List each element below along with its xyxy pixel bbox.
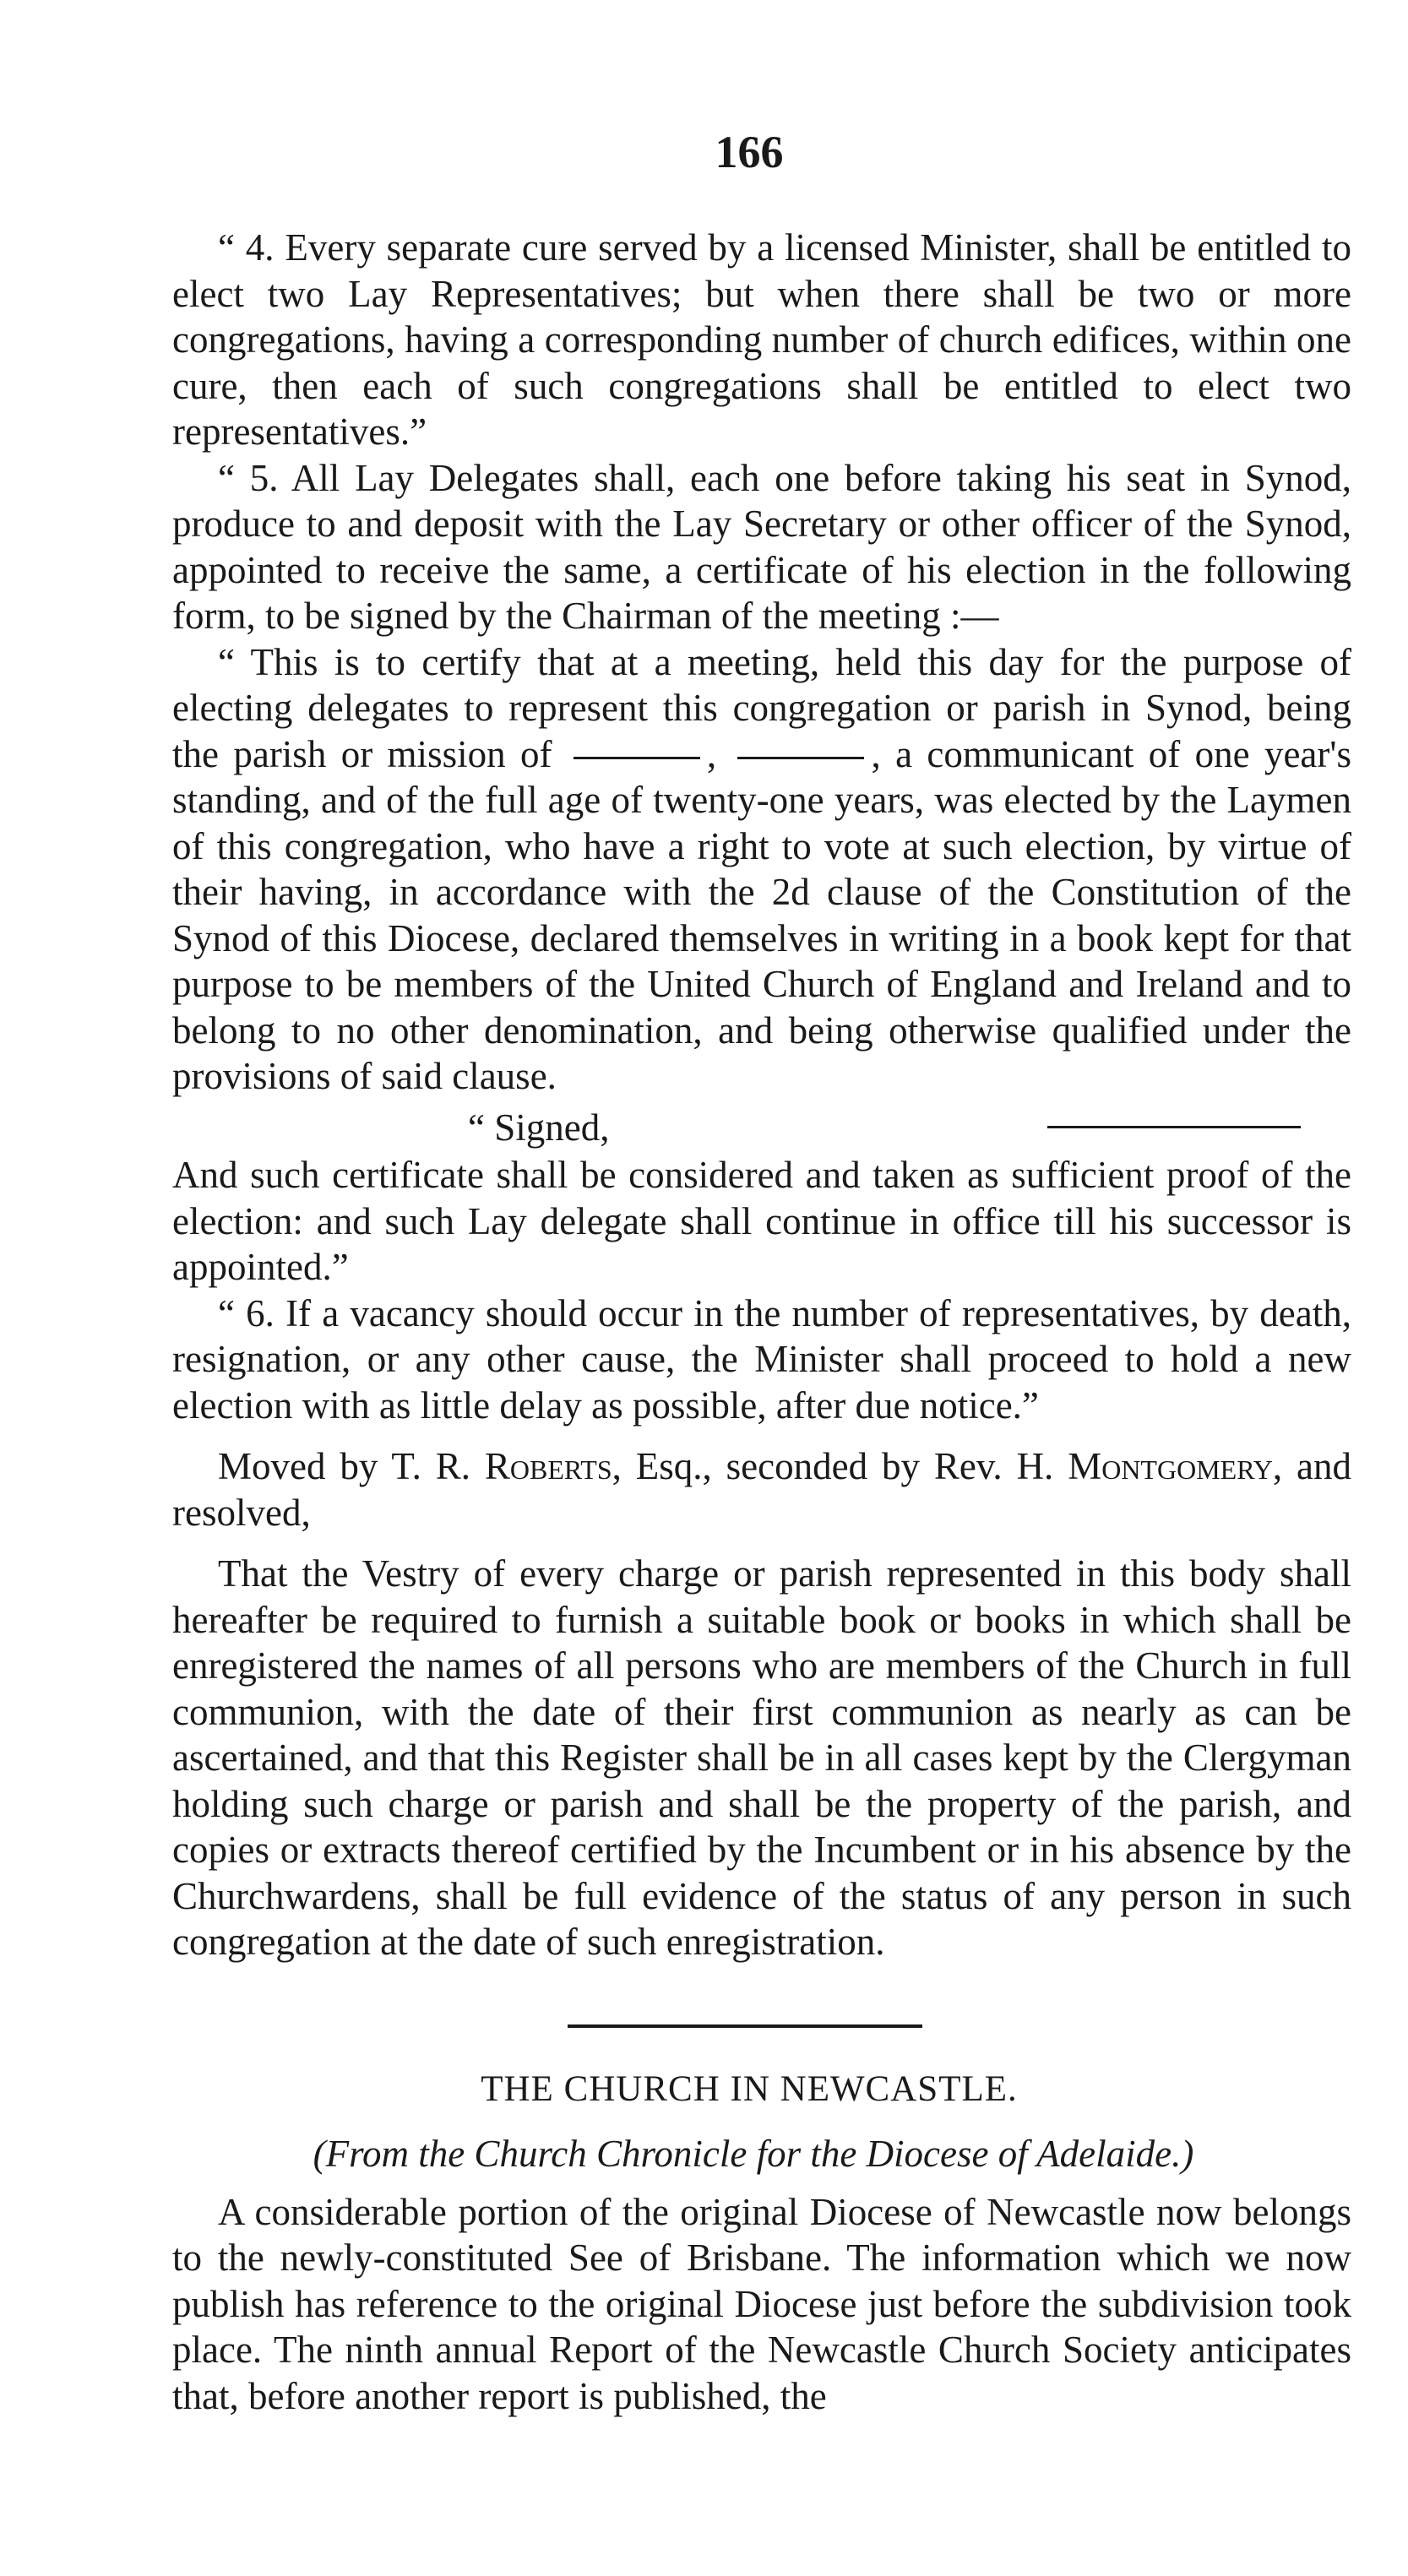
certificate-text-start: “ This is to certify that at a meeting, held this day for the purpose of electing delegates to represent this congregation or parish in Synod, being the parish or mission of [172,640,1351,775]
blank-line-2 [737,757,864,759]
signed-label: “ Signed, [468,1106,610,1149]
motion-middle: , Esq., seconded by Rev. H. [612,1445,1068,1487]
page [172,127,1351,2419]
signature-row [172,1105,1351,1151]
clause-5-paragraph: “ 5. All Lay Delegates shall, each one before taking his seat in Synod, produce to and deposit with the Lay Secretary or other officer of the Synod, appointed to receive the same, a certificate of his election in the following form, to be signed by the Chairman of the meeting :— [172,456,1351,637]
page-number: 166 [715,127,784,177]
blank-line-1 [574,757,700,759]
resolution-paragraph: That the Vestry of every charge or parish represented in this body shall hereafter be required to furnish a suitable book or books in which shall be enregistered the names of all persons who are members of the Church in full communion, with the date of their first communion as nearly as can be ascertained, and that this Register shall be in all cases kept by the Clergyman holding such charge or parish and shall be the property of the parish, and copies or extracts thereof certified by the Incumbent or in his absence by the Churchwardens, shall be full evidence of the status of any person in such congregation at the date of such enregistration. [172,1552,1351,1963]
certificate-paragraph: “ This is to certify that at a meeting, held this day for the purpose of electing delegates to represent this congregation or parish in Synod, being the parish or mission of , , a communicant of one year's standing, and of the full age of twenty-one years, was elected by the Laymen of this congregation, who have a right to vote at such election, by virtue of their having, in accordance with the 2d clause of the Constitution of the Synod of this Diocese, declared themselves in writing in a book kept for that purpose to be members of the United Church of England and Ireland and to belong to no other denomination, and being otherwise qualified under the provisions of said clause. [172,640,1351,1097]
certificate-text-end: , a communicant of one year's standing, and of the full age of twenty-one years, was elected by the Laymen of this congregation, who have a right to vote at such election, by virtue of their having, in accordance with the 2d clause of the Constitution of the Synod of this Diocese, declared themselves in writing in a book kept for that purpose to be members of the United Church of England and Ireland and to belong to no other denomination, and being otherwise qualified under the provisions of said clause. [172,732,1351,1097]
seconder-name: Montgomery [1068,1445,1273,1487]
motion-paragraph [172,1443,1351,1535]
signature-line [1047,1126,1301,1128]
mover-name: Roberts [484,1445,612,1487]
newcastle-paragraph: A considerable portion of the original Diocese of Newcastle now belongs to the newly-constituted See of Brisbane. The information which we now publish has reference to the original Diocese just before the subdivision took place. The ninth annual Report of the Newcastle Church Society anticipates that, before another report is published, the [172,2190,1351,2417]
clause-6-paragraph: “ 6. If a vacancy should occur in the number of representatives, by death, resignation, or any other cause, the Minister shall proceed to hold a new election with as little delay as possible, after due notice.” [172,1291,1351,1427]
motion-prefix: Moved by T. R. [218,1445,485,1487]
motion-suffix: , and resolved, [172,1445,1351,1534]
certificate-closing-paragraph: And such certificate shall be considered and taken as sufficient proof of the election: and such Lay delegate shall continue in office till his successor is appointed.” [172,1154,1351,1288]
section-title: THE CHURCH IN NEWCASTLE. [481,2068,1018,2109]
section-divider [568,2024,922,2028]
clause-4-paragraph: “ 4. Every separate cure served by a licensed Minister, shall be entitled to elect two Lay Representatives; but when there shall be two or more congregations, having a corresponding number of church edifices, within one cure, then each of such congregations shall be entitled to elect two representatives.” [172,226,1351,453]
source-line: (From the Church Chronicle for the Diocese of Adelaide.) [313,2133,1194,2175]
